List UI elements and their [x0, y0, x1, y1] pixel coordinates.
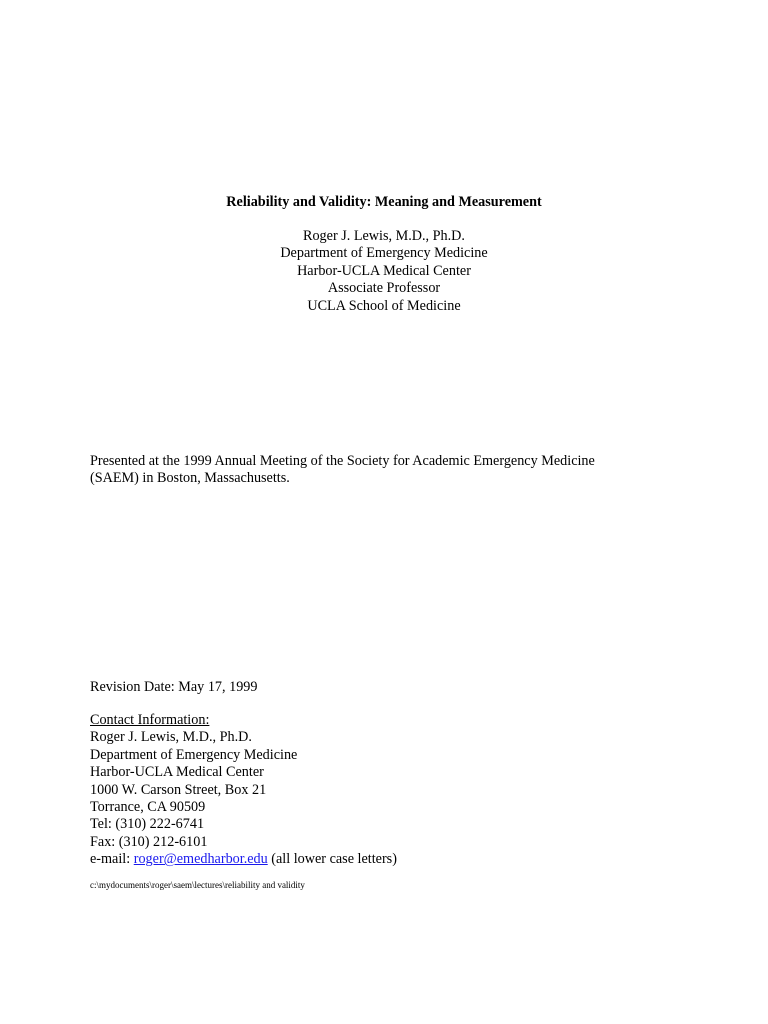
presented-line-2: (SAEM) in Boston, Massachusetts.: [90, 470, 290, 487]
email-note: (all lower case letters): [267, 851, 397, 868]
document-title: Reliability and Validity: Meaning and Measurement: [226, 194, 542, 210]
revision-date: Revision Date: May 17, 1999: [90, 679, 258, 695]
author-center: Harbor-UCLA Medical Center: [297, 262, 471, 279]
author-name: Roger J. Lewis, M.D., Ph.D.: [303, 228, 465, 244]
file-path: c:\mydocuments\roger\saem\lectures\reliability and validity: [90, 880, 305, 890]
contact-street: 1000 W. Carson Street, Box 21: [90, 781, 267, 798]
author-position: Associate Professor: [327, 280, 441, 297]
contact-fax: Fax: (310) 212-6101: [90, 833, 208, 850]
email-link[interactable]: roger@emedharbor.edu: [133, 851, 268, 868]
contact-city: Torrance, CA 90509: [90, 799, 206, 816]
contact-department: Department of Emergency Medicine: [90, 746, 298, 763]
contact-heading: Contact Information:: [90, 712, 210, 728]
email-label: e-mail:: [90, 851, 134, 868]
author-school: UCLA School of Medicine: [307, 297, 461, 314]
contact-tel: Tel: (310) 222-6741: [90, 816, 205, 833]
presented-line-1: Presented at the 1999 Annual Meeting of the Society for Academic Emergency Medicine: [90, 453, 595, 469]
contact-name: Roger J. Lewis, M.D., Ph.D.: [90, 729, 252, 746]
author-department: Department of Emergency Medicine: [280, 245, 488, 262]
presented-note: [90, 453, 690, 488]
contact-block: [90, 712, 397, 869]
author-block: [0, 228, 768, 315]
contact-email-line: [90, 851, 397, 868]
contact-center: Harbor-UCLA Medical Center: [90, 764, 264, 781]
